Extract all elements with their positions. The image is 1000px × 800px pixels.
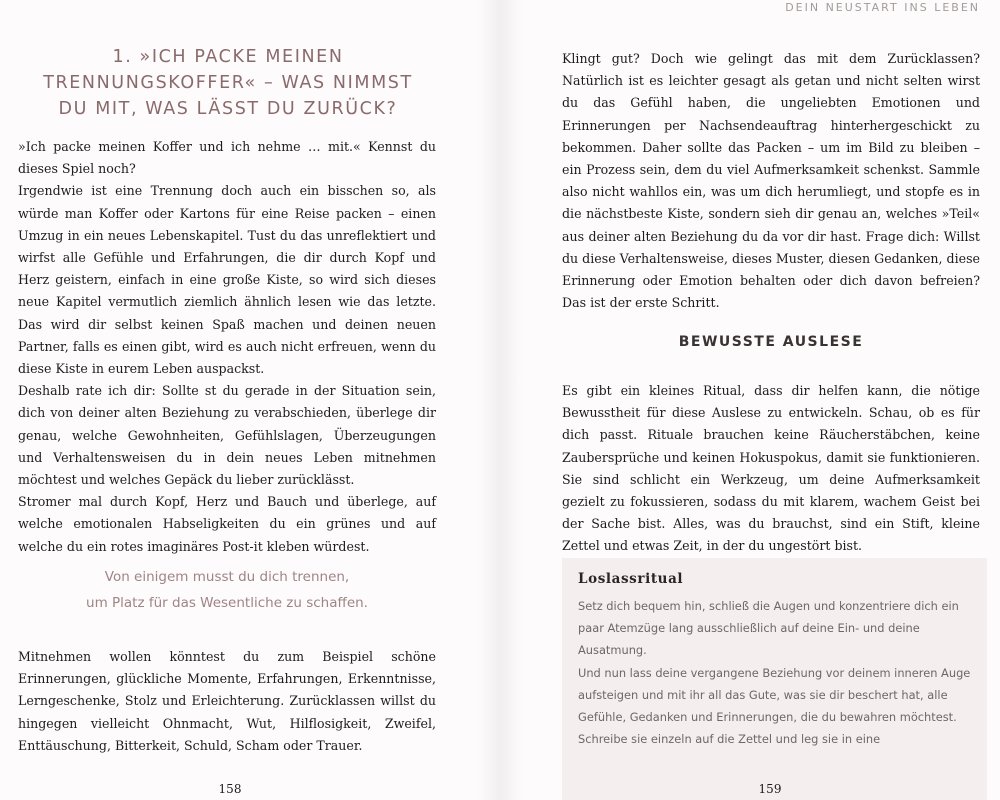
section-heading: BEWUSSTE AUSLESE — [678, 334, 864, 350]
ritual-text — [578, 595, 973, 750]
chapter-title-line: TRENNUNGSKOFFER« – WAS NIMMST — [43, 73, 413, 93]
running-header: DEIN NEUSTART INS LEBEN — [785, 1, 980, 14]
pull-quote — [18, 564, 436, 616]
paragraph: Mitnehmen wollen könntest du zum Beispiel schöne Erinnerungen, glückliche Momente, Erfahrungen, Erkenntnisse, Lerngeschenke, Stolz und Erleichterung. Zurücklassen willst du hingegen vielleicht Ohnmacht, Wut, Hilflosigkeit, Zweifel, Enttäuschung, Bitterkeit, Schuld, Scham oder Trauer. — [18, 649, 436, 753]
right-body-text-2 — [562, 380, 980, 558]
chapter-title-line: 1. »ICH PACKE MEINEN — [112, 47, 344, 67]
page-number-left: 158 — [218, 782, 242, 796]
paragraph: Irgendwie ist eine Trennung doch auch ein bisschen so, als würde man Koffer oder Kartons für eine Reise packen – einen Umzug in ein neues Lebenskapitel. Tust du das unreflektiert und wirfst alle Gefühle und Erfahrungen, die dir durch Kopf und Herz geistern, einfach in eine große Kiste, so wird sich dieses neue Kapitel vermutlich ziemlich ähnlich lesen wie das letzte. Das wird dir selbst keinen Spaß machen und deinen neuen Partner, falls es einen gibt, wird es auch nicht erfreuen, wenn du diese Kiste in eurem Leben auspackst. — [18, 183, 436, 377]
ritual-box — [562, 558, 987, 800]
paragraph: Deshalb rate ich dir: Sollte st du gerade in der Situation sein, dich von deiner alten Beziehung zu verabschieden, überlege dir genau, welche Gewohnheiten, Gefühlslagen, Überzeugungen und Verhaltensweisen du in dein neues Leben mitnehmen möchtest und welches Gepäck du lieber zurücklässt. — [18, 383, 436, 488]
page-number-right: 159 — [758, 782, 782, 796]
gutter-shadow-right — [500, 0, 522, 800]
gutter-shadow-left — [478, 0, 500, 800]
pull-quote-line: um Platz für das Wesentliche zu schaffen. — [86, 595, 368, 611]
right-body-text-1 — [562, 48, 980, 314]
paragraph: »Ich packe meinen Koffer und ich nehme … mit.« Kennst du dieses Spiel noch? — [18, 139, 436, 177]
right-page — [500, 0, 1000, 800]
ritual-title: Loslassritual — [578, 571, 684, 587]
paragraph: Klingt gut? Doch wie gelingt das mit dem Zurücklassen? Natürlich ist es leichter gesagt als getan und nicht selten wirst du das Gefühl haben, die ungeliebten Emotionen und Erinnerungen per Nachsendeauftrag hinterhergeschickt zu bekommen. Daher sollte das Packen – um im Bild zu bleiben – ein Prozess sein, dem du viel Aufmerksamkeit schenkst. Sammle also nicht wahllos ein, was um dich herumliegt, und stopfe es in die nächstbeste Kiste, sondern sieh dir genau an, welches »Teil« aus deiner alten Beziehung du da vor dir hast. Frage dich: Willst du diese Verhaltensweise, dieses Muster, diesen Gedanken, diese Erinnerung oder Emotion behalten oder dich davon befreien? Das ist der erste Schritt. — [562, 51, 980, 311]
pull-quote-line: Von einigem musst du dich trennen, — [104, 569, 350, 585]
left-body-text-2 — [18, 646, 436, 757]
chapter-title-line: DU MIT, WAS LÄSST DU ZURÜCK? — [58, 99, 398, 119]
left-body-text-1 — [18, 136, 436, 558]
chapter-title — [18, 44, 438, 122]
paragraph: Es gibt ein kleines Ritual, dass dir helfen kann, die nötige Bewusstheit für diese Auslese zu entwickeln. Schau, ob es für dich passt. Rituale brauchen keine Räucherstäbchen, keine Zaubersprüche und keinen Hokuspokus, damit sie funktionieren. Sie sind schlicht ein Werkzeug, um deine Aufmerksamkeit gezielt zu fokussieren, sodass du mit klarem, wachem Geist bei der Sache bist. Alles, was du brauchst, sind ein Stift, kleine Zettel und etwas Zeit, in der du ungestört bist. — [562, 383, 980, 554]
ritual-paragraph: Und nun lass deine vergangene Beziehung vor deinem inneren Auge aufsteigen und mit ihr all das Gute, was sie dir beschert hat, alle Gefühle, Gedanken und Erinnerungen, die du bewahren möchtest. Schreibe sie einzeln auf die Zettel und leg sie in eine — [578, 665, 971, 747]
ritual-paragraph: Setz dich bequem hin, schließ die Augen und konzentriere dich ein paar Atemzüge lang ausschließlich auf deine Ein- und deine Ausatmung. — [578, 599, 959, 658]
paragraph: Stromer mal durch Kopf, Herz und Bauch und überlege, auf welche emotionalen Habseligkeiten du ein grünes und auf welche du ein rotes imaginäres Post-it kleben würdest. — [18, 494, 436, 554]
